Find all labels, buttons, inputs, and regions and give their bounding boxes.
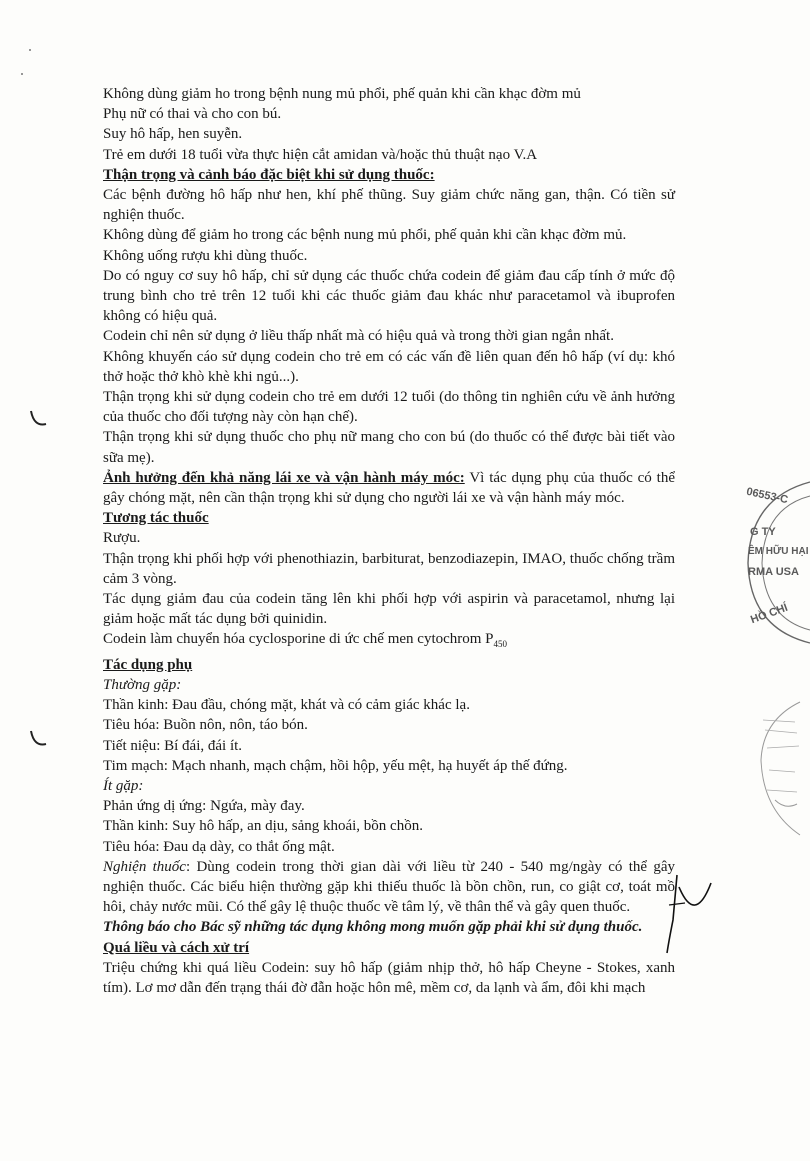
overdose-text: Triệu chứng khi quá liều Codein: suy hô hấp (giảm nhịp thở, hô hấp Cheyne - Stokes, xanh tím). Lơ mơ dẫn đến trạng thái đờ đẫn hoặc hôn mê, mềm cơ, da lạnh và ẩm, đôi khi mạch (103, 959, 675, 996)
contraindication-3: Suy hô hấp, hen suyễn. (103, 126, 243, 143)
contraindication-4: Trẻ em dưới 18 tuổi vừa thực hiện cắt amidan và/hoặc thủ thuật nạo V.A (103, 146, 538, 163)
stamp-line-4: RMA USA (748, 566, 799, 578)
rare-effect-1: Phản ứng dị ứng: Ngứa, mày đay. (103, 798, 305, 815)
binder-hole-mark-icon (28, 728, 48, 750)
side-effect-2: Tiêu hóa: Buồn nôn, nôn, táo bón. (103, 717, 308, 734)
precaution-6: Không khuyến cáo sử dụng codein cho trẻ em có các vấn đề liên quan đến hô hấp (ví dụ: khó thở hoặc thở khò khè khi ngủ...). (103, 348, 675, 385)
common-label: Thường gặp: (103, 676, 182, 693)
side-effect-4: Tim mạch: Mạch nhanh, mạch chậm, hồi hộp, yếu mệt, hạ huyết áp thế đứng. (103, 757, 568, 774)
signature-icon (655, 865, 715, 955)
stamp-line-3: ÊM HỮU HẠI (748, 546, 809, 557)
precaution-2: Không dùng để giảm ho trong các bệnh nung mủ phổi, phế quản khi cần khạc đờm mủ. (103, 227, 627, 244)
precaution-8: Thận trọng khi sử dụng thuốc cho phụ nữ mang cho con bú (do thuốc có thể được bài tiết vào sữa mẹ). (103, 429, 675, 466)
precaution-7: Thận trọng khi sử dụng codein cho trẻ em dưới 12 tuổi (do thông tin nghiên cứu về ảnh hưởng của thuốc cho đối tượng này còn hạn chế). (103, 389, 675, 426)
addiction-text: : Dùng codein trong thời gian dài với liều từ 240 - 540 mg/ngày có thể gây nghiện thuốc. Các biểu hiện thường gặp khi thiếu thuốc là bồn chồn, run, co giật cơ, toát mồ hôi, chảy nước mũi. Có thể gây lệ thuộc thuốc về tâm lý, về thân thể và gây quen thuốc. (103, 858, 675, 916)
overdose-heading: Quá liều và cách xử trí (103, 939, 250, 956)
speck-icon (14, 44, 44, 84)
driving-heading: Ảnh hưởng đến khả năng lái xe và vận hành máy móc: (103, 469, 465, 486)
stamp-line-1: 06553-C (745, 485, 789, 507)
addiction-paragraph (103, 857, 675, 918)
interaction-3: Tác dụng giảm đau của codein tăng lên khi phối hợp với aspirin và paracetamol, nhưng lại giảm hoặc mất tác dụng bởi quinidin. (103, 591, 675, 628)
notice-line: Thông báo cho Bác sỹ những tác dụng không mong muốn gặp phải khi sử dụng thuốc. (103, 919, 643, 936)
rare-effect-2: Thần kinh: Suy hô hấp, an dịu, sảng khoái, bồn chồn. (103, 818, 423, 835)
side-effect-1: Thần kinh: Đau đầu, chóng mặt, khát và có cảm giác khác lạ. (103, 697, 470, 714)
precautions-heading: Thận trọng và cảnh báo đặc biệt khi sử dụng thuốc: (103, 166, 435, 183)
binder-hole-mark-icon (28, 408, 48, 430)
precaution-3: Không uống rượu khi dùng thuốc. (103, 247, 308, 264)
rare-effect-3: Tiêu hóa: Đau dạ dày, co thắt ống mật. (103, 838, 335, 855)
side-effects-heading: Tác dụng phụ (103, 656, 193, 673)
precaution-1: Các bệnh đường hô hấp như hen, khí phế thũng. Suy giảm chức năng gan, thận. Có tiền sử nghiện thuốc. (103, 187, 675, 224)
faint-stamp-icon (755, 700, 800, 840)
contraindication-2: Phụ nữ có thai và cho con bú. (103, 106, 282, 123)
driving-text: Vì tác dụng phụ của thuốc có thể gây chóng mặt, nên cần thận trọng khi sử dụng cho người lái xe và vận hành máy móc. (103, 469, 675, 507)
interaction-2: Thận trọng khi phối hợp với phenothiazin, barbiturat, benzodiazepin, IMAO, thuốc chống trầm cảm 3 vòng. (103, 550, 675, 587)
stamp-line-5: HỒ CHÍ (749, 601, 790, 627)
contraindication-1: Không dùng giảm ho trong bệnh nung mủ phổi, phế quản khi cần khạc đờm mủ (103, 86, 581, 102)
precaution-5: Codein chỉ nên sử dụng ở liều thấp nhất mà có hiệu quả và trong thời gian ngắn nhất. (103, 328, 614, 345)
interaction-1: Rượu. (103, 530, 141, 547)
leaflet-text (103, 84, 675, 998)
interaction-4-subscript: 450 (493, 639, 508, 650)
precaution-4: Do có nguy cơ suy hô hấp, chỉ sử dụng các thuốc chứa codein để giảm đau cấp tính ở mức độ trung bình cho trẻ trên 12 tuổi khi các thuốc giảm đau khác như paracetamol và ibuprofen không có hiệu quả. (103, 267, 675, 325)
stamp-line-2: G TY (750, 526, 776, 538)
rare-label: Ít gặp: (103, 777, 144, 794)
interaction-4 (103, 629, 675, 654)
company-stamp (740, 478, 810, 648)
side-effect-3: Tiết niệu: Bí đái, đái ít. (103, 737, 243, 754)
interactions-heading: Tương tác thuốc (103, 510, 209, 527)
interaction-4-text: Codein làm chuyển hóa cyclosporine di ức chế men cytochrom P (103, 631, 494, 648)
driving-paragraph (103, 468, 675, 508)
addiction-label: Nghiện thuốc (103, 858, 186, 875)
